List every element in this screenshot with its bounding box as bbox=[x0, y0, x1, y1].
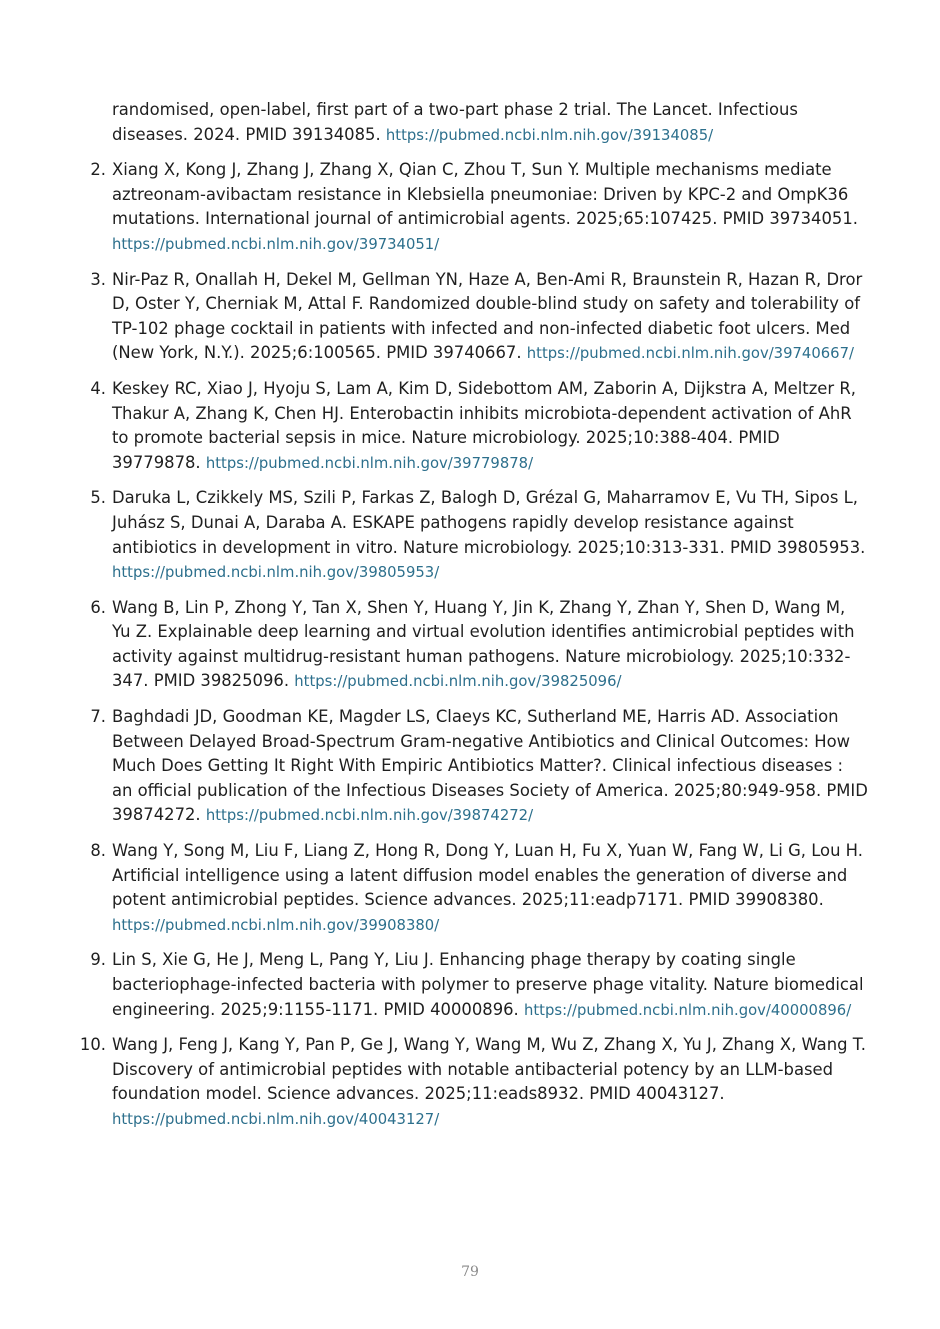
reference-number: 8. bbox=[90, 841, 106, 861]
reference-text: Wang B, Lin P, Zhong Y, Tan X, Shen Y, Huang Y, Jin K, Zhang Y, Zhan Y, Shen D, Wang M, Yu Z. Explainable deep learning and virtual evolution identifies antimicrobial peptides with activity against multidrug-resistant human pathogens. Nature microbiology. 2025;10:332-347. PMID 39825096. bbox=[112, 597, 855, 691]
reference-item-3 bbox=[78, 268, 868, 367]
pubmed-link[interactable]: https://pubmed.ncbi.nlm.nih.gov/39734051/ bbox=[112, 235, 440, 253]
pubmed-link[interactable]: https://pubmed.ncbi.nlm.nih.gov/39874272/ bbox=[205, 807, 534, 825]
reference-number: 10. bbox=[79, 1035, 106, 1055]
reference-item-4 bbox=[78, 377, 868, 476]
pubmed-link[interactable]: https://pubmed.ncbi.nlm.nih.gov/39779878/ bbox=[205, 454, 534, 472]
reference-item-8 bbox=[78, 839, 868, 938]
reference-number: 6. bbox=[90, 597, 106, 617]
pubmed-link[interactable]: https://pubmed.ncbi.nlm.nih.gov/39134085/ bbox=[385, 126, 714, 144]
pubmed-link[interactable]: https://pubmed.ncbi.nlm.nih.gov/40000896/ bbox=[523, 1001, 852, 1019]
page-number: 79 bbox=[461, 1264, 479, 1280]
reference-list bbox=[78, 98, 868, 1143]
reference-text: Daruka L, Czikkely MS, Szili P, Farkas Z, Balogh D, Grézal G, Maharramov E, Vu TH, Sipos L, Juhász S, Dunai A, Daraba A. ESKAPE pathogens rapidly develop resistance against antibiotics in development in vitro. Nature microbiology. 2025;10:313-331. PMID 39805953. bbox=[112, 488, 866, 557]
reference-item-6 bbox=[78, 596, 868, 695]
reference-item-1-continued bbox=[78, 98, 868, 148]
reference-number: 2. bbox=[90, 160, 106, 180]
reference-number: 3. bbox=[90, 269, 106, 289]
pubmed-link[interactable]: https://pubmed.ncbi.nlm.nih.gov/39805953/ bbox=[112, 564, 440, 582]
reference-text: Keskey RC, Xiao J, Hyoju S, Lam A, Kim D, Sidebottom AM, Zaborin A, Dijkstra A, Meltzer R, Thakur A, Zhang K, Chen HJ. Enterobactin inhibits microbiota-dependent activation of AhR to promote bacterial sepsis in mice. Nature microbiology. 2025;10:388-404. PMID 39779878. bbox=[112, 378, 856, 472]
reference-number: 7. bbox=[90, 707, 106, 727]
reference-text: randomised, open-label, first part of a two-part phase 2 trial. The Lancet. Infectious diseases. 2024. PMID 39134085. bbox=[112, 100, 798, 144]
reference-text: Baghdadi JD, Goodman KE, Magder LS, Claeys KC, Sutherland ME, Harris AD. Association Between Delayed Broad-Spectrum Gram-negative Antibiotics and Clinical Outcomes: How Much Does Getting It Right With Empiric Antibiotics Matter?. Clinical infectious diseases : an official publication of the Infectious Diseases Society of America. 2025;80:949-958. PMID 39874272. bbox=[112, 707, 868, 825]
reference-number: 5. bbox=[90, 488, 106, 508]
pubmed-link[interactable]: https://pubmed.ncbi.nlm.nih.gov/39825096/ bbox=[294, 673, 622, 691]
pubmed-link[interactable]: https://pubmed.ncbi.nlm.nih.gov/39740667/ bbox=[526, 345, 854, 363]
reference-text: Wang J, Feng J, Kang Y, Pan P, Ge J, Wang Y, Wang M, Wu Z, Zhang X, Yu J, Zhang X, Wang T. Discovery of antimicrobial peptides with notable antibacterial potency by an LLM-based foundation model. Science advances. 2025;11:eads8932. PMID 40043127. bbox=[112, 1035, 866, 1104]
reference-item-9 bbox=[78, 948, 868, 1023]
reference-text: Wang Y, Song M, Liu F, Liang Z, Hong R, Dong Y, Luan H, Fu X, Yuan W, Fang W, Li G, Lou H. Artificial intelligence using a latent diffusion model enables the generation of diverse and potent antimicrobial peptides. Science advances. 2025;11:eadp7171. PMID 39908380. bbox=[112, 841, 863, 910]
pubmed-link[interactable]: https://pubmed.ncbi.nlm.nih.gov/40043127/ bbox=[112, 1110, 440, 1128]
reference-text: Xiang X, Kong J, Zhang J, Zhang X, Qian C, Zhou T, Sun Y. Multiple mechanisms mediate aztreonam-avibactam resistance in Klebsiella pneumoniae: Driven by KPC-2 and OmpK36 mutations. International journal of antimicrobial agents. 2025;65:107425. PMID 39734051. bbox=[112, 160, 858, 229]
reference-number: 9. bbox=[90, 950, 106, 970]
reference-text: Nir-Paz R, Onallah H, Dekel M, Gellman YN, Haze A, Ben-Ami R, Braunstein R, Hazan R, Dror D, Oster Y, Cherniak M, Attal F. Randomized double-blind study on safety and tolerability of TP-102 phage cocktail in patients with infected and non-infected diabetic foot ulcers. Med (New York, N.Y.). 2025;6:100565. PMID 39740667. bbox=[112, 269, 863, 363]
reference-item-7 bbox=[78, 705, 868, 829]
reference-item-2 bbox=[78, 158, 868, 257]
reference-text: Lin S, Xie G, He J, Meng L, Pang Y, Liu J. Enhancing phage therapy by coating single bacteriophage-infected bacteria with polymer to preserve phage vitality. Nature biomedical engineering. 2025;9:1155-1171. PMID 40000896. bbox=[112, 950, 864, 1019]
reference-item-10 bbox=[78, 1033, 868, 1132]
reference-item-5 bbox=[78, 486, 868, 585]
pubmed-link[interactable]: https://pubmed.ncbi.nlm.nih.gov/39908380/ bbox=[112, 916, 440, 934]
reference-number: 4. bbox=[90, 378, 106, 398]
